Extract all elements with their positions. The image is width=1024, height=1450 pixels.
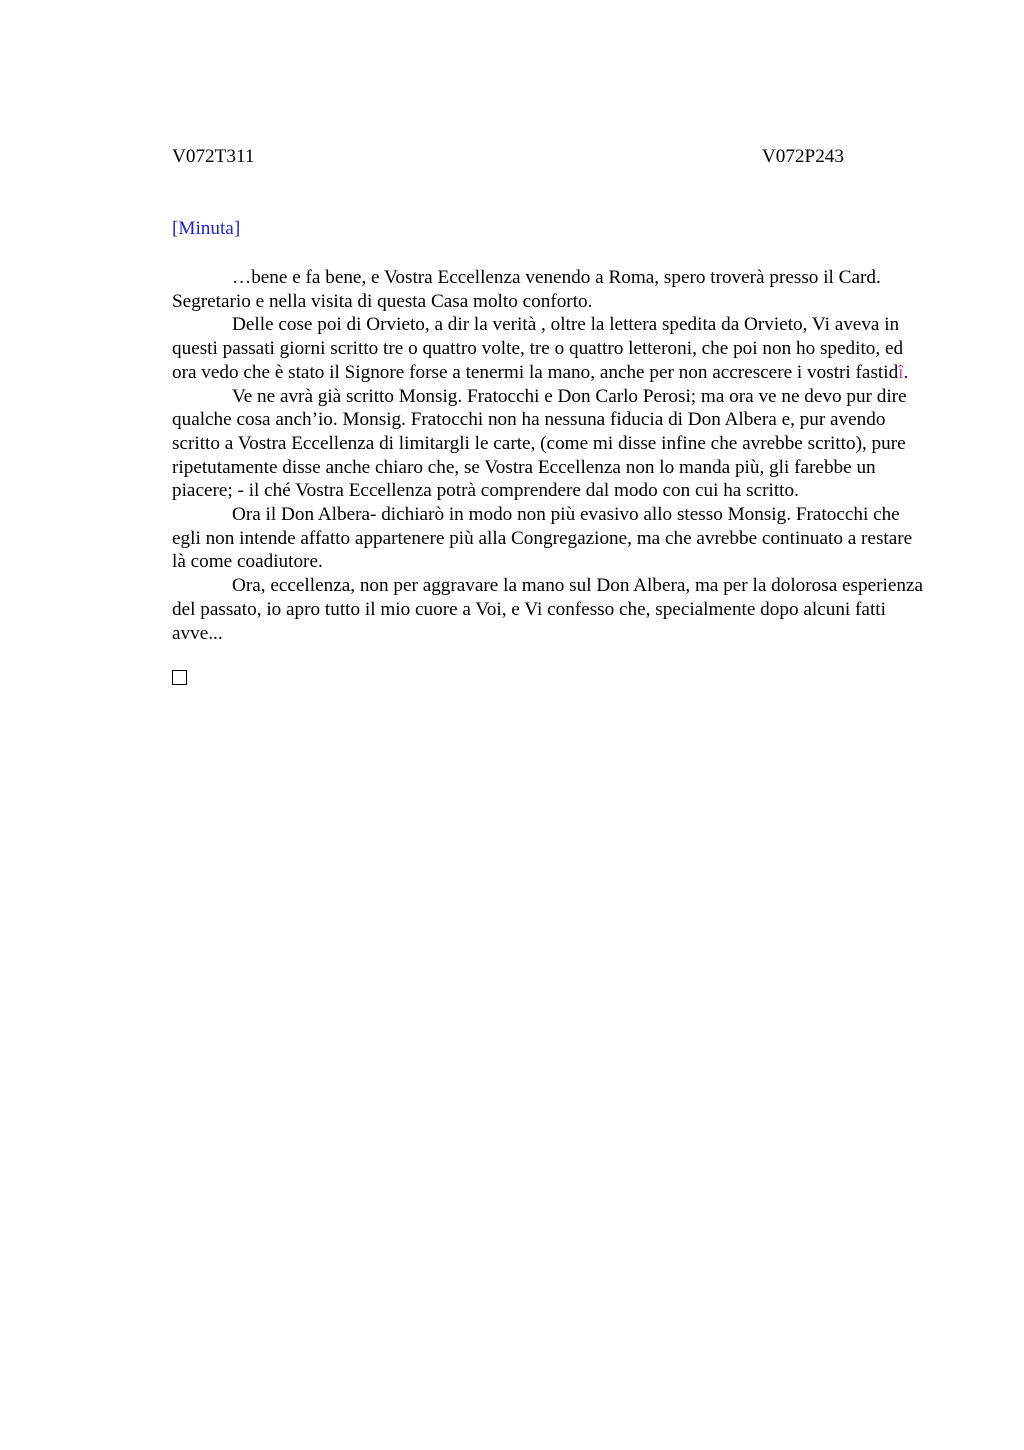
highlighted-char: î bbox=[898, 361, 904, 383]
paragraph: Ora il Don Albera- dichiarò in modo non più evasivo allo stesso Monsig. Fratocchi che egli non intende affatto appartenere più alla Congregazione, ma che avrebbe continuato a restare là come coadiutore. bbox=[172, 504, 913, 573]
paragraph: Ora, eccellenza, non per aggravare la mano sul Don Albera, ma per la dolorosa esperienza del passato, io apro tutto il mio cuore a Voi, e Vi confesso che, specialmente dopo alcuni fatti avve... bbox=[172, 575, 923, 644]
paragraph-end: . bbox=[903, 361, 909, 383]
document-page bbox=[172, 144, 928, 685]
letter-body bbox=[172, 266, 928, 645]
minuta-label: [Minuta] bbox=[172, 218, 241, 239]
empty-square-icon bbox=[172, 670, 187, 685]
left-code: V072T311 bbox=[172, 146, 255, 167]
paragraph bbox=[172, 313, 928, 384]
paragraph: Ve ne avrà già scritto Monsig. Fratocchi e Don Carlo Perosi; ma ora ve ne devo pur dire qualche cosa anch’io. Monsig. Fratocchi non ha nessuna fiducia di Don Albera e, pur avendo scritto a Vostra Eccellenza di limitargli le carte, (come mi disse infine che avrebbe scritto), pure ripetutamente disse anche chiaro che, se Vostra Eccellenza non lo manda più, gli farebbe un piacere; - il ché Vostra Eccellenza potrà comprendere dal modo con cui ha scritto. bbox=[172, 385, 907, 502]
paragraph: …bene e fa bene, e Vostra Eccellenza venendo a Roma, spero troverà presso il Card. Segretario e nella visita di questa Casa molto conforto. bbox=[172, 267, 881, 312]
paragraph-text: Delle cose poi di Orvieto, a dir la verità , oltre la lettera spedita da Orvieto, Vi aveva in questi passati giorni scritto tre o quattro volte, tre o quattro letteroni, che poi non ho spedito, ed ora vedo che è stato il Signore forse a tenermi la mano, anche per non accrescere i vostri fastid bbox=[172, 314, 904, 383]
right-code: V072P243 bbox=[761, 146, 844, 167]
document-header bbox=[172, 144, 844, 170]
